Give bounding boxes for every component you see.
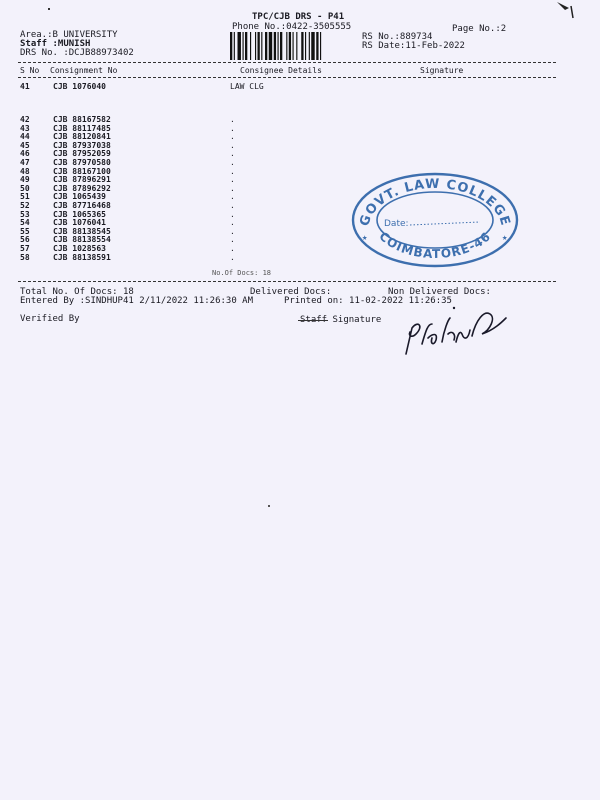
row-sno: 54	[20, 218, 30, 228]
consignment-list	[20, 116, 240, 262]
row-consignee-dot: .	[230, 123, 235, 133]
row-consignee-dot: .	[230, 175, 235, 185]
row-consignment: CJB 88120841	[53, 132, 111, 142]
scan-speck	[268, 505, 270, 507]
page-number: Page No.:2	[452, 24, 507, 34]
row-sno: 45	[20, 140, 30, 150]
row-sno: 52	[20, 200, 30, 210]
row-consignment: CJB 88138545	[53, 226, 111, 236]
rs-date: RS Date:11-Feb-2022	[362, 41, 465, 51]
phone-number: Phone No.:0422-3505555	[232, 22, 352, 32]
docs-count-small: No.Of Docs: 18	[212, 269, 272, 277]
row-consignee-dot: .	[230, 218, 235, 228]
footer-divider	[18, 281, 556, 282]
row-consignment: CJB 87937038	[53, 140, 111, 150]
total-docs: Total No. Of Docs: 18	[20, 287, 134, 297]
row-consignment: CJB 1028563	[53, 243, 106, 253]
row-consignee-dot: .	[230, 132, 235, 142]
document-title: TPC/CJB DRS - P41	[252, 12, 345, 22]
row-sno: 46	[20, 149, 30, 159]
rs-number: RS No.:889734	[362, 32, 433, 42]
row-sno: 44	[20, 132, 30, 142]
college-stamp	[350, 170, 520, 270]
row-consignee-dot: .	[230, 140, 235, 150]
entered-by: Entered By :SINDHUP41 2/11/2022 11:26:30 AM	[20, 296, 253, 306]
svg-text:★: ★	[502, 233, 508, 243]
table-row	[20, 254, 240, 263]
drs-number: DRS No. :DCJB88973402	[20, 48, 134, 58]
stamp-date-label: Date:	[384, 219, 409, 229]
row-consignment: CJB 87970580	[53, 157, 111, 167]
row-consignment: CJB 1076041	[53, 218, 106, 228]
row-consignee-dot: .	[230, 209, 235, 219]
col-signature: Signature	[420, 66, 464, 75]
row-sno: 55	[20, 226, 30, 236]
first-row-consignee: LAW CLG	[230, 82, 264, 91]
row-sno: 56	[20, 235, 30, 245]
handwritten-signature	[398, 300, 510, 360]
first-row-sno: 41	[20, 82, 30, 91]
delivered-docs: Delivered Docs:	[250, 287, 332, 297]
row-sno: 48	[20, 166, 30, 176]
staff-label: Staff :MUNISH	[20, 39, 91, 49]
row-consignment: CJB 87896291	[53, 175, 111, 185]
col-sno: S No	[20, 66, 40, 75]
row-sno: 50	[20, 183, 30, 193]
row-sno: 53	[20, 209, 30, 219]
row-consignment: CJB 1065439	[53, 192, 106, 202]
header-divider-bottom	[18, 77, 556, 78]
row-consignment: CJB 1065365	[53, 209, 106, 219]
row-sno: 51	[20, 192, 30, 202]
row-consignment: CJB 88117485	[53, 123, 111, 133]
barcode	[230, 32, 350, 60]
row-consignee-dot: .	[230, 166, 235, 176]
row-consignee-dot: .	[230, 243, 235, 253]
row-consignment: CJB 87716468	[53, 200, 111, 210]
stamp-top-text: GOVT. LAW COLLEGE	[357, 176, 513, 229]
row-consignee-dot: .	[230, 192, 235, 202]
row-sno: 42	[20, 115, 30, 124]
row-sno: 47	[20, 157, 30, 167]
row-consignee-dot: .	[230, 157, 235, 167]
verified-by: Verified By	[20, 314, 80, 324]
row-consignee-dot: .	[230, 183, 235, 193]
row-consignee-dot: .	[230, 252, 235, 262]
stamp-bottom-text: COIMBATORE-46	[376, 229, 494, 262]
row-consignee-dot: .	[230, 200, 235, 210]
row-consignment: CJB 87896292	[53, 183, 111, 193]
first-row-consignment: CJB 1076040	[53, 82, 106, 91]
staff-signature-strike	[298, 320, 328, 321]
staff-signature-label: Staff Signature	[300, 315, 382, 325]
row-consignment: CJB 88167582	[53, 115, 111, 124]
non-delivered-docs: Non Delivered Docs:	[388, 287, 491, 297]
row-consignee-dot: .	[230, 226, 235, 236]
row-sno: 43	[20, 123, 30, 133]
row-sno: 49	[20, 175, 30, 185]
area-label: Area.:B UNIVERSITY	[20, 30, 118, 40]
row-consignment: CJB 88138554	[53, 235, 111, 245]
svg-text:COIMBATORE-46	[376, 229, 493, 261]
col-consignment: Consignment No	[50, 66, 118, 75]
header-divider-top	[18, 62, 556, 63]
row-consignee-dot: .	[230, 235, 235, 245]
scan-mark	[48, 8, 50, 10]
row-consignee-dot: .	[230, 149, 235, 159]
corner-mark	[555, 0, 585, 22]
row-sno: 58	[20, 252, 30, 262]
row-consignee-dot: .	[230, 115, 235, 124]
row-consignment: CJB 88138591	[53, 252, 111, 262]
row-sno: 57	[20, 243, 30, 253]
col-consignee: Consignee Details	[240, 66, 322, 75]
svg-text:★: ★	[362, 233, 368, 243]
printed-on: Printed on: 11-02-2022 11:26:35	[284, 296, 452, 306]
row-consignment: CJB 87952059	[53, 149, 111, 159]
row-consignment: CJB 88167100	[53, 166, 111, 176]
